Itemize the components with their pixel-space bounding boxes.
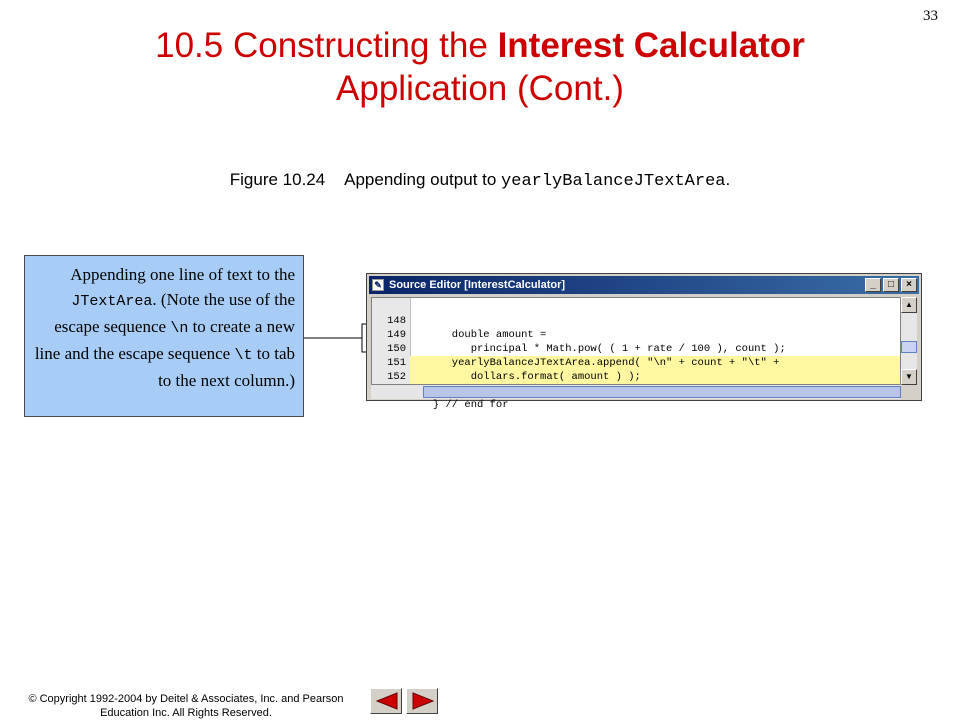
page-number: 33 — [923, 8, 938, 24]
title-line2: Application (Cont.) — [336, 69, 624, 108]
window-title: Source Editor [InterestCalculator] — [389, 279, 566, 291]
callout-code-1: JTextArea — [71, 293, 153, 310]
figure-number: Figure 10.24 — [229, 170, 326, 189]
source-editor-window — [366, 273, 922, 411]
previous-slide-button[interactable] — [370, 688, 402, 714]
callout-text-1: Appending one line of text to the — [70, 265, 295, 284]
horizontal-scrollbar[interactable] — [371, 385, 901, 399]
copyright-line-1: © Copyright 1992-2004 by Deitel & Associates, Inc. and Pearson — [28, 693, 344, 705]
copyright-footer — [12, 692, 360, 720]
line-number: 149 — [387, 329, 406, 341]
line-number: 152 — [387, 371, 406, 383]
code-editor[interactable] — [371, 297, 901, 411]
minimize-button[interactable]: _ — [865, 278, 881, 292]
code-text: yearlyBalanceJTextArea.append( "\n" + count + "\t" + — [410, 356, 900, 370]
caption-code: yearlyBalanceJTextArea — [501, 172, 726, 191]
title-line1-bold: Interest Calculator — [497, 26, 805, 65]
window-titlebar[interactable] — [369, 276, 919, 294]
callout-code-2: \n — [170, 320, 189, 337]
maximize-button[interactable]: □ — [883, 278, 899, 292]
editor-app-icon: ✎ — [372, 279, 384, 291]
title-line1-prefix: 10.5 Constructing the — [155, 26, 498, 65]
callout-text-4: to tab to the next column.) — [158, 344, 295, 390]
code-text: dollars.format( amount ) ); — [410, 370, 900, 384]
line-number: 148 — [387, 315, 406, 327]
right-arrow-icon — [411, 692, 435, 710]
scroll-up-icon[interactable]: ▲ — [901, 297, 917, 313]
code-text: double amount = — [414, 329, 547, 341]
callout-text-3: to create a new line and the escape sequence — [34, 317, 295, 363]
close-button[interactable]: × — [901, 278, 917, 292]
next-slide-button[interactable] — [406, 688, 438, 714]
copyright-line-2: Education Inc. All Rights Reserved. — [100, 707, 272, 719]
callout-text-2: . (Note the use of the escape sequence — [54, 290, 295, 336]
caption-end: . — [725, 170, 731, 189]
line-number: 151 — [387, 357, 406, 369]
vertical-scroll-thumb[interactable] — [901, 341, 917, 353]
vertical-scrollbar[interactable] — [901, 297, 917, 385]
scroll-down-icon[interactable]: ▼ — [901, 369, 917, 385]
horizontal-scroll-thumb[interactable] — [423, 386, 901, 398]
code-line — [372, 370, 900, 411]
code-text: principal * Math.pow( ( 1 + rate / 100 ), count ); — [414, 343, 786, 355]
left-arrow-icon — [375, 692, 399, 710]
code-text: } // end for — [414, 399, 509, 411]
line-number: 150 — [387, 343, 406, 355]
caption-text: Appending output to — [344, 170, 502, 189]
callout-code-3: \t — [234, 347, 253, 364]
